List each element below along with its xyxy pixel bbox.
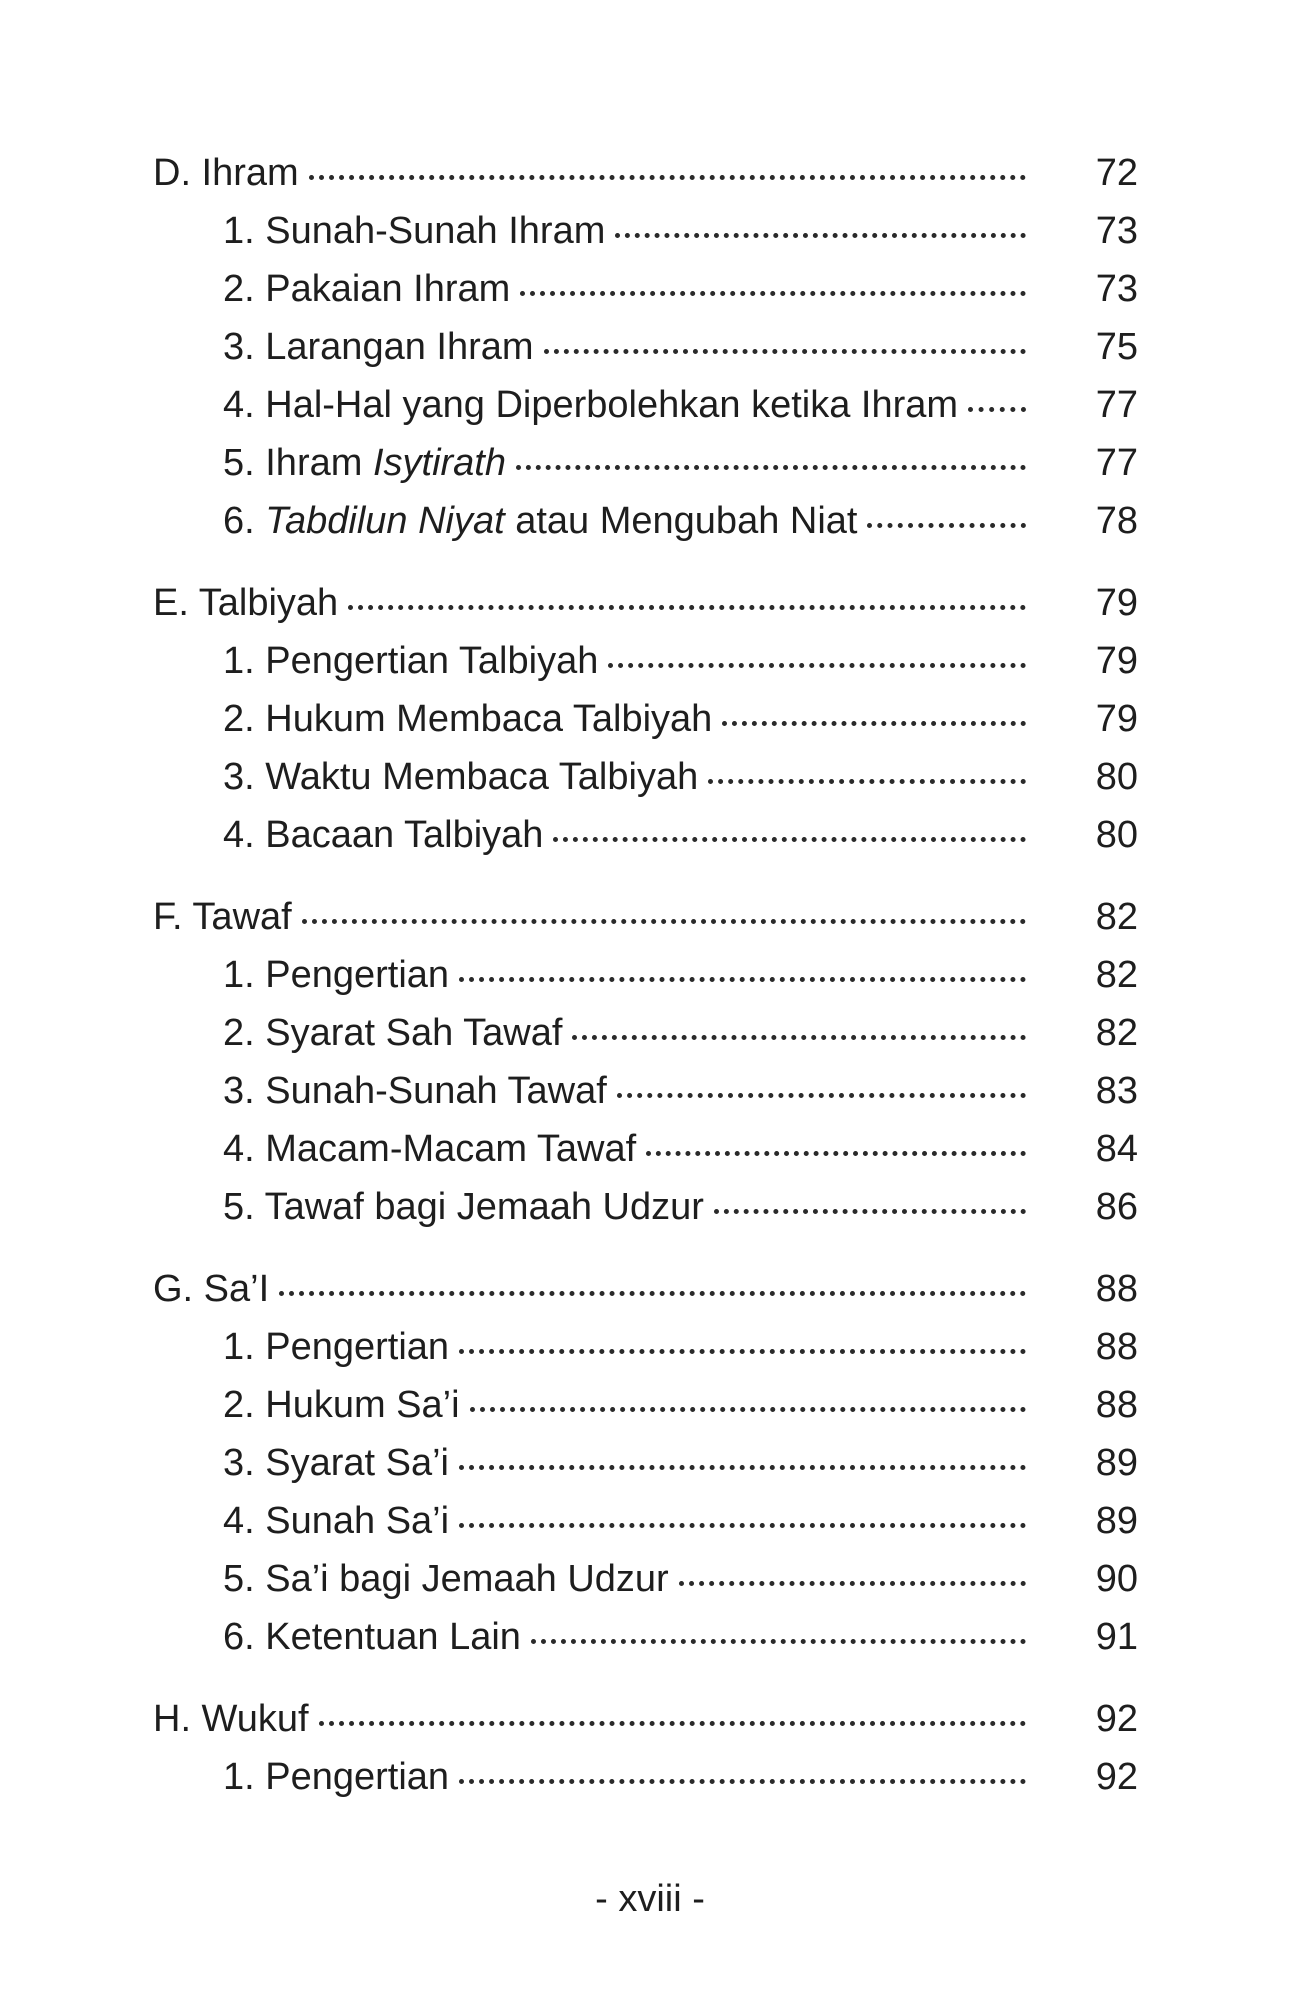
toc-item-title-text: 3. Syarat Sa’i (223, 1442, 449, 1484)
dot-leader (531, 1639, 1026, 1644)
toc-page-number: 79 (1095, 698, 1138, 740)
toc-heading[interactable] (153, 574, 1138, 632)
toc-item-title-text: 5. Tawaf bagi Jemaah Udzur (223, 1186, 704, 1228)
toc-title-wrap (153, 1376, 1036, 1434)
toc-page-number: 88 (1095, 1384, 1138, 1426)
dot-leader (302, 919, 1026, 924)
toc-item[interactable] (153, 1492, 1138, 1550)
dot-leader (319, 1721, 1026, 1726)
toc-title-wrap (153, 1492, 1036, 1550)
toc-heading-title: H. Wukuf (153, 1698, 309, 1740)
toc-title-wrap (153, 1260, 1036, 1318)
toc-item[interactable] (153, 946, 1138, 1004)
toc-item-title (153, 1550, 669, 1608)
toc-heading-title: D. Ihram (153, 152, 299, 194)
toc-page-number: 89 (1095, 1442, 1138, 1484)
toc-item[interactable] (153, 1120, 1138, 1178)
toc-page-number: 82 (1095, 896, 1138, 938)
toc-title-wrap (153, 1434, 1036, 1492)
toc-title-wrap (153, 632, 1036, 690)
toc-title-wrap (153, 748, 1036, 806)
toc-item[interactable] (153, 202, 1138, 260)
toc-page-number: 84 (1095, 1128, 1138, 1170)
toc-page-number: 72 (1095, 152, 1138, 194)
toc-item-title-text: 3. Sunah-Sunah Tawaf (223, 1070, 607, 1112)
toc-title-wrap (153, 1608, 1036, 1666)
toc-title-wrap (153, 690, 1036, 748)
toc-item[interactable] (153, 318, 1138, 376)
dot-leader (544, 349, 1026, 354)
toc-item[interactable] (153, 260, 1138, 318)
toc-title-wrap (153, 1004, 1036, 1062)
toc-item-title (153, 202, 605, 260)
toc-page-number: 90 (1095, 1558, 1138, 1600)
toc-item-title (153, 1608, 521, 1666)
toc-section (153, 1260, 1138, 1666)
toc-item-title-text: 2. Syarat Sah Tawaf (223, 1012, 563, 1054)
toc-item-title-text: 4. Macam-Macam Tawaf (223, 1128, 637, 1170)
toc-item-title-text: 5. Sa’i bagi Jemaah Udzur (223, 1558, 669, 1600)
toc-item-title (153, 1492, 449, 1550)
toc-title-wrap (153, 946, 1036, 1004)
toc-item[interactable] (153, 1376, 1138, 1434)
toc-heading[interactable] (153, 1690, 1138, 1748)
toc-item-title-text: 1. Pengertian (223, 954, 450, 996)
toc-page-number: 92 (1095, 1698, 1138, 1740)
dot-leader (459, 977, 1026, 982)
toc-item-title (153, 1004, 562, 1062)
toc-item[interactable] (153, 492, 1138, 550)
toc-item[interactable] (153, 1550, 1138, 1608)
toc-page-number: 77 (1095, 384, 1138, 426)
toc-item-title (153, 1376, 460, 1434)
dot-leader (348, 605, 1026, 610)
toc-item-title-text: 1. Sunah-Sunah Ihram (223, 210, 606, 252)
toc-item-title-text: 1. Pengertian (223, 1326, 450, 1368)
toc-page-number: 73 (1095, 268, 1138, 310)
toc-page-number: 75 (1095, 326, 1138, 368)
dot-leader (459, 1523, 1026, 1528)
dot-leader (646, 1151, 1026, 1156)
toc-item-title (153, 1318, 449, 1376)
toc-section (153, 888, 1138, 1236)
page-number: - xviii - (595, 1878, 705, 1920)
toc-item-title (153, 632, 598, 690)
toc-page-number: 77 (1095, 442, 1138, 484)
toc-title-wrap (153, 376, 1036, 434)
dot-leader (459, 1465, 1026, 1470)
toc-item[interactable] (153, 748, 1138, 806)
dot-leader (309, 175, 1026, 180)
toc-title-wrap (153, 202, 1036, 260)
toc-item-title-text: 4. Sunah Sa’i (223, 1500, 450, 1542)
toc-page-number: 92 (1095, 1756, 1138, 1798)
toc-item-title (153, 748, 698, 806)
dot-leader (867, 523, 1026, 528)
toc-item-title-text: 6. (223, 500, 266, 542)
toc-item[interactable] (153, 1178, 1138, 1236)
dot-leader (608, 663, 1026, 668)
toc-item-title-text: 3. Larangan Ihram (223, 326, 534, 368)
toc-item-title (153, 1178, 704, 1236)
toc-item-title-text: 2. Hukum Membaca Talbiyah (223, 698, 713, 740)
toc-item-title-text: atau Mengubah Niat (504, 500, 858, 542)
toc-item-title-text: 5. Ihram (223, 442, 373, 484)
toc-item[interactable] (153, 434, 1138, 492)
toc-title-wrap (153, 1550, 1036, 1608)
toc-item-title-text: 2. Hukum Sa’i (223, 1384, 460, 1426)
dot-leader (572, 1035, 1026, 1040)
toc-item-title (153, 492, 857, 550)
toc-page-number: 82 (1095, 1012, 1138, 1054)
toc-title-wrap (153, 1748, 1036, 1806)
toc-item-title-text: 6. Ketentuan Lain (223, 1616, 521, 1658)
toc-title-wrap (153, 434, 1036, 492)
toc-item-title (153, 1062, 607, 1120)
toc-item[interactable] (153, 1318, 1138, 1376)
toc-title-wrap (153, 574, 1036, 632)
dot-leader (708, 779, 1026, 784)
toc-item-title (153, 318, 534, 376)
toc-item-title (153, 1120, 636, 1178)
toc-item-title (153, 434, 506, 492)
toc-title-wrap (153, 260, 1036, 318)
toc-page-number: 82 (1095, 954, 1138, 996)
toc-item-title-text: 3. Waktu Membaca Talbiyah (223, 756, 699, 798)
toc-heading[interactable] (153, 144, 1138, 202)
toc-page-number: 80 (1095, 814, 1138, 856)
toc-title-wrap (153, 806, 1036, 864)
toc-title-wrap (153, 492, 1036, 550)
toc-title-wrap (153, 1120, 1036, 1178)
toc-item[interactable] (153, 1062, 1138, 1120)
dot-leader (714, 1209, 1026, 1214)
toc-heading-title: F. Tawaf (153, 896, 292, 938)
toc-item-title (153, 806, 543, 864)
toc-item-title (153, 690, 712, 748)
toc-item[interactable] (153, 1434, 1138, 1492)
dot-leader (470, 1407, 1026, 1412)
toc-heading[interactable] (153, 1260, 1138, 1318)
toc-heading[interactable] (153, 888, 1138, 946)
dot-leader (722, 721, 1026, 726)
dot-leader (968, 407, 1026, 412)
toc-item[interactable] (153, 690, 1138, 748)
toc-item-title (153, 946, 449, 1004)
toc-item[interactable] (153, 1004, 1138, 1062)
toc-item[interactable] (153, 632, 1138, 690)
toc-item[interactable] (153, 1748, 1138, 1806)
toc-item-title (153, 1434, 449, 1492)
toc-item-title (153, 376, 958, 434)
dot-leader (279, 1291, 1026, 1296)
table-of-contents (153, 144, 1138, 1830)
toc-item[interactable] (153, 376, 1138, 434)
toc-item[interactable] (153, 806, 1138, 864)
toc-item-title-text: 1. Pengertian (223, 1756, 450, 1798)
toc-section (153, 574, 1138, 864)
toc-item-title-text: 1. Pengertian Talbiyah (223, 640, 599, 682)
toc-page-number: 79 (1095, 582, 1138, 624)
toc-title-wrap (153, 1318, 1036, 1376)
toc-page-number: 86 (1095, 1186, 1138, 1228)
toc-section (153, 144, 1138, 550)
toc-page-number: 88 (1095, 1326, 1138, 1368)
toc-heading-title: G. Sa’I (153, 1268, 270, 1310)
toc-item-title-text: 2. Pakaian Ihram (223, 268, 511, 310)
toc-title-wrap (153, 144, 1036, 202)
toc-item-title-italic: Tabdilun Niyat (265, 500, 505, 542)
dot-leader (516, 465, 1026, 470)
toc-page-number: 91 (1095, 1616, 1138, 1658)
dot-leader (520, 291, 1026, 296)
toc-page-number: 73 (1095, 210, 1138, 252)
dot-leader (459, 1349, 1026, 1354)
toc-item-title (153, 1748, 449, 1806)
dot-leader (615, 233, 1026, 238)
toc-heading-title: E. Talbiyah (153, 582, 339, 624)
toc-title-wrap (153, 1690, 1036, 1748)
toc-title-wrap (153, 1062, 1036, 1120)
toc-item[interactable] (153, 1608, 1138, 1666)
toc-item-title-text: 4. Hal-Hal yang Diperbolehkan ketika Ihram (223, 384, 959, 426)
dot-leader (617, 1093, 1026, 1098)
toc-item-title (153, 260, 510, 318)
toc-item-title-text: 4. Bacaan Talbiyah (223, 814, 544, 856)
dot-leader (679, 1581, 1026, 1586)
toc-title-wrap (153, 888, 1036, 946)
toc-title-wrap (153, 318, 1036, 376)
toc-page-number: 79 (1095, 640, 1138, 682)
toc-page-number: 78 (1095, 500, 1138, 542)
toc-title-wrap (153, 1178, 1036, 1236)
dot-leader (553, 837, 1026, 842)
dot-leader (459, 1779, 1026, 1784)
toc-item-title-italic: Isytirath (372, 442, 506, 484)
toc-page-number: 89 (1095, 1500, 1138, 1542)
toc-page-number: 80 (1095, 756, 1138, 798)
toc-page-number: 83 (1095, 1070, 1138, 1112)
toc-section (153, 1690, 1138, 1806)
toc-page-number: 88 (1095, 1268, 1138, 1310)
